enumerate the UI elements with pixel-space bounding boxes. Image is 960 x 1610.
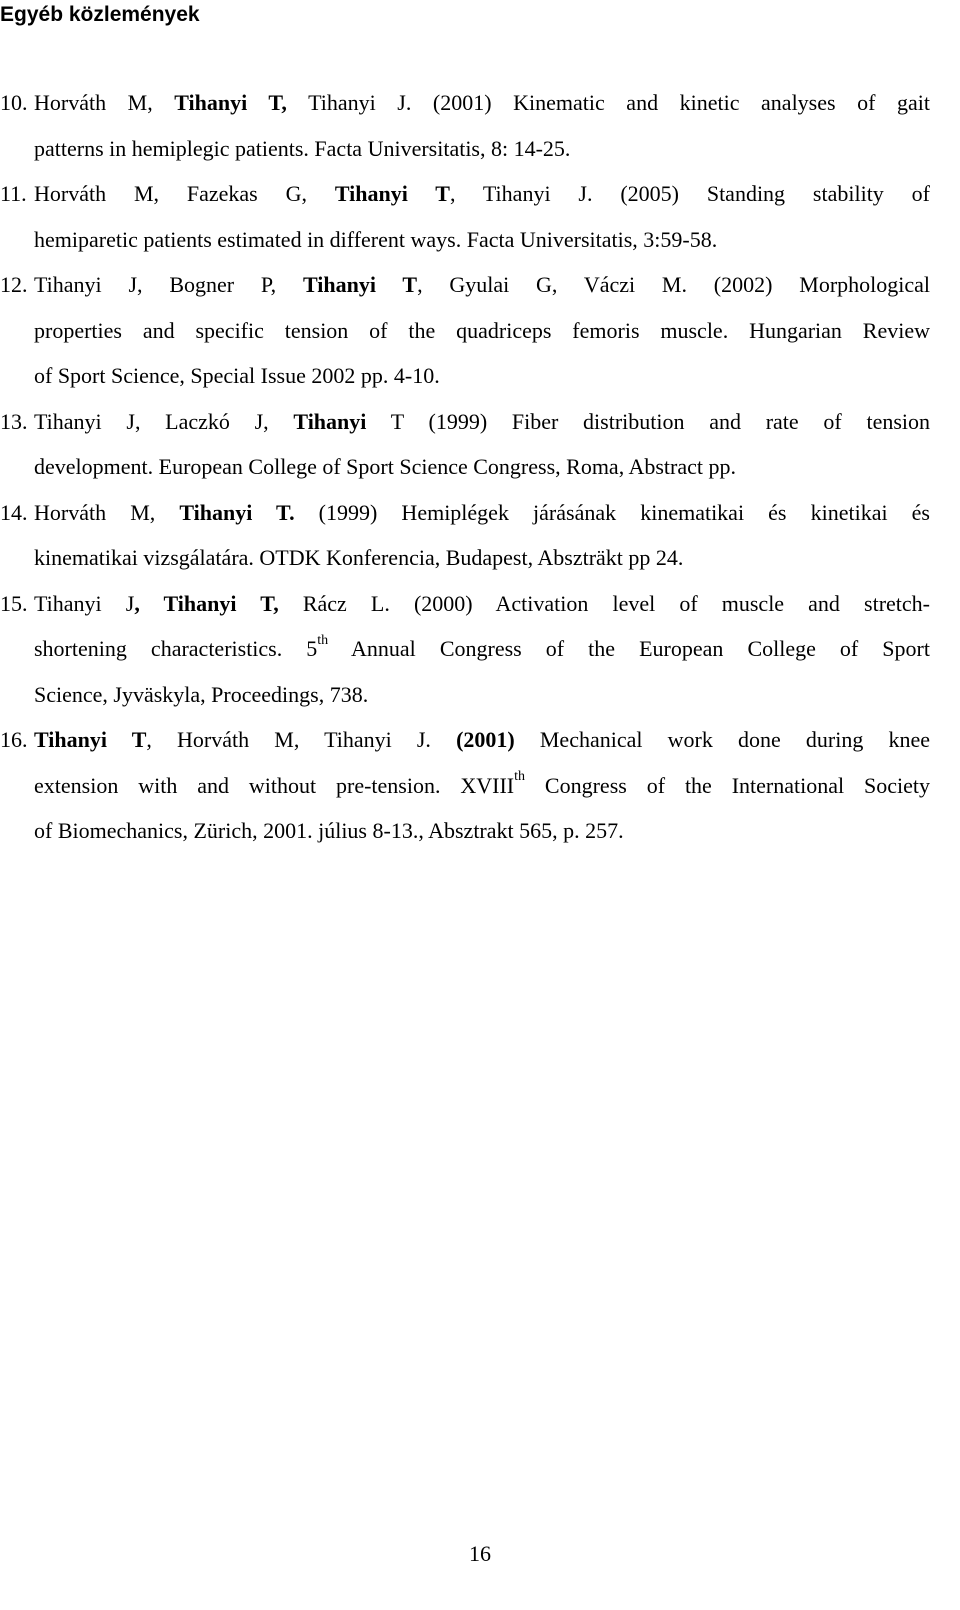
page-number: 16: [469, 1541, 491, 1566]
reference-item: [0, 80, 960, 171]
reference-text: [34, 126, 930, 172]
reference-line: [0, 490, 960, 536]
reference-item: [0, 581, 960, 718]
reference-line: [0, 717, 960, 763]
text-run: Congress of the International Society: [525, 772, 930, 798]
reference-line: [0, 353, 960, 399]
reference-text: [34, 217, 930, 263]
reference-text: [34, 808, 930, 854]
text-run: shortening characteristics. 5: [34, 636, 318, 661]
text-run: properties and specific tension of the quadriceps femoris muscle. Hungarian Review: [34, 317, 930, 343]
reference-text: [34, 444, 930, 490]
author-highlight: Tihanyi T: [334, 181, 450, 206]
reference-item: [0, 399, 960, 490]
superscript: th: [317, 632, 329, 648]
text-run: , Horváth M, Tihanyi J.: [146, 727, 457, 752]
reference-line: [0, 126, 960, 172]
reference-text: [34, 581, 930, 627]
reference-text: [34, 353, 930, 399]
reference-line: [0, 399, 960, 445]
reference-number: 12.: [0, 272, 28, 297]
reference-text: [34, 490, 930, 536]
text-run: T (1999) Fiber distribution and rate of tension: [366, 408, 931, 434]
reference-text: [34, 672, 930, 718]
text-run: Annual Congress of the European College of Sport: [328, 636, 930, 661]
text-run: Tihanyi J, Bogner P,: [34, 272, 303, 297]
reference-number: 16.: [0, 727, 28, 752]
reference-text: [34, 171, 930, 217]
text-run: Mechanical work done during knee: [514, 727, 930, 752]
text-run: Tihanyi J, Laczkó J,: [34, 408, 294, 434]
reference-line: [0, 80, 960, 126]
text-run: of Sport Science, Special Issue 2002 pp. 4-10.: [34, 363, 440, 388]
reference-text: [34, 308, 930, 354]
reference-item: [0, 262, 960, 399]
author-highlight: Tihanyi T: [303, 272, 418, 297]
reference-text: [34, 763, 930, 809]
section-heading: Egyéb közlemények: [0, 3, 200, 26]
reference-line: [0, 535, 960, 581]
author-highlight: Tihanyi T,: [174, 90, 287, 115]
text-run: kinematikai vizsgálatára. OTDK Konferencia, Budapest, Abszträkt pp 24.: [34, 545, 684, 570]
reference-item: [0, 717, 960, 854]
reference-text: [34, 80, 930, 126]
text-run: development. European College of Sport Science Congress, Roma, Abstract pp.: [34, 454, 737, 479]
author-highlight: Tihanyi T: [34, 727, 147, 752]
reference-line: [0, 217, 960, 263]
reference-line: [0, 672, 960, 718]
reference-number: 14.: [0, 499, 28, 525]
reference-list: [0, 80, 960, 854]
text-run: patterns in hemiplegic patients. Facta Universitatis, 8: 14-25.: [34, 135, 571, 161]
reference-line: [0, 308, 960, 354]
text-run: , Gyulai G, Váczi M. (2002) Morphological: [417, 272, 931, 297]
text-run: hemiparetic patients estimated in different ways. Facta Universitatis, 3:59-58.: [34, 226, 718, 252]
text-run: Horváth M,: [34, 499, 180, 525]
reference-line: [0, 763, 960, 809]
author-highlight: (2001): [456, 727, 515, 752]
text-run: , Tihanyi J. (2005) Standing stability of: [449, 181, 930, 206]
text-run: Tihanyi J: [34, 590, 135, 616]
reference-number: 15.: [0, 590, 28, 616]
reference-text: [34, 399, 930, 445]
reference-text: [34, 717, 930, 763]
reference-item: [0, 490, 960, 581]
reference-line: [0, 581, 960, 627]
text-run: extension with and without pre-tension. XVIII: [34, 772, 515, 798]
reference-line: [0, 171, 960, 217]
text-run: Horváth M,: [34, 90, 175, 115]
text-run: Tihanyi J. (2001) Kinematic and kinetic analyses of gait: [286, 90, 930, 115]
reference-number: 13.: [0, 408, 28, 434]
reference-number: 11.: [0, 181, 27, 206]
author-highlight: Tihanyi: [293, 408, 367, 434]
text-run: Horváth M, Fazekas G,: [34, 181, 335, 206]
text-run: of Biomechanics, Zürich, 2001. július 8-13., Absztrakt 565, p. 257.: [34, 818, 624, 843]
author-highlight: , Tihanyi T,: [134, 590, 279, 616]
reference-line: [0, 808, 960, 854]
author-highlight: Tihanyi T.: [179, 499, 295, 525]
reference-item: [0, 171, 960, 262]
text-run: (1999) Hemiplégek járásának kinematikai és kinetikai és: [294, 499, 930, 525]
superscript: th: [514, 769, 526, 785]
reference-text: [34, 262, 930, 308]
reference-line: [0, 262, 960, 308]
reference-text: [34, 626, 930, 672]
reference-number: 10.: [0, 90, 28, 115]
text-run: Science, Jyväskyla, Proceedings, 738.: [34, 681, 369, 707]
reference-line: [0, 444, 960, 490]
text-run: Rácz L. (2000) Activation level of muscle and stretch-: [278, 590, 931, 616]
reference-line: [0, 626, 960, 672]
reference-text: [34, 535, 930, 581]
